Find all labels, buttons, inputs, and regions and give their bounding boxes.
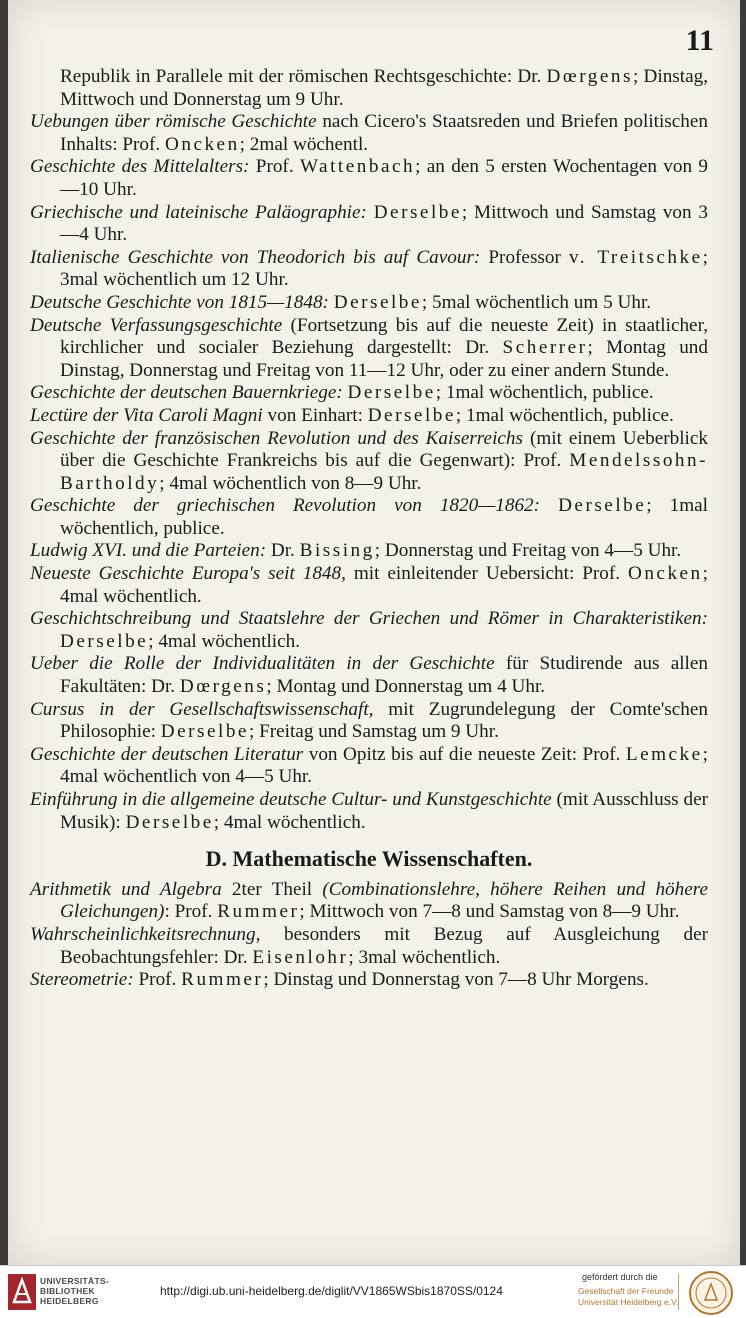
lecture-schedule: ; 4mal wöchentlich. [60,563,708,607]
lecture-entry [30,879,708,924]
lecture-list-mathematics [30,879,708,992]
lecture-details: Dr. [266,540,300,562]
lecturer-name: Oncken [627,563,703,585]
lecture-schedule: ; 4mal wöchentlich. [213,811,366,833]
lecture-details: von Einhart: [262,404,368,426]
lecture-entry [30,156,708,201]
lecturer-name: Derselbe [60,630,149,652]
lecture-details: für Studirende aus allen Fakultäten: Dr. [60,653,709,698]
lecture-title: Ludwig XVI. und die Parteien: [30,540,267,562]
lecture-title: Geschichte der französischen Revolution und des Kaiserreichs [30,427,523,449]
lecture-schedule: ; 3mal wöchentlich. [348,946,501,968]
lecturer-name: Rummer [181,969,264,991]
lecture-entry [30,969,708,992]
lecture-schedule: ; 4mal wöchentlich. [148,630,301,652]
lecture-entry [30,495,708,540]
lecture-details: 2ter Theil [221,878,323,900]
lecture-schedule: ; Dinstag und Donnerstag von 7—8 Uhr Morgens. [263,969,649,991]
library-line-2: BIBLIOTHEK [40,1286,95,1296]
sponsor-line-1: Gesellschaft der Freunde [578,1286,674,1296]
lecture-title: Geschichtschreibung und Staatslehre der Griechen und Römer in Charakteristiken: [30,608,708,630]
lecture-entry [30,111,708,156]
lecture-title: Ueber die Rolle der Individualitäten in der Geschichte [30,653,495,675]
sponsor-line-2: Universität Heidelberg e.V. [578,1297,679,1307]
lecture-entry [30,789,708,834]
lecturer-name: Oncken [165,133,240,155]
lecture-entry [30,924,708,969]
page-content [30,66,708,992]
lecture-schedule: ; an den 5 ersten Wochentagen von 9—10 Uhr. [60,156,709,200]
lecture-schedule: ; Donnerstag und Freitag von 4—5 Uhr. [374,540,682,562]
lecture-details: besonders mit Bezug auf Ausgleichung der Beobachtungsfehler: Dr. [60,923,708,968]
sponsor-label: gefördert durch die [582,1272,658,1282]
lecture-schedule: ; 1mal wöchentlich, publice. [435,382,654,404]
lecture-title: Lectüre der Vita Caroli Magni [30,404,263,426]
section-heading: D. Mathematische Wissenschaften. [205,846,533,872]
lecture-subtitle: (Combinationslehre, höhere Reihen und höhere Gleichungen) [60,878,709,923]
lecture-title: Arithmetik und Algebra [30,878,222,900]
lecturer-name: Derselbe [333,291,422,313]
lecture-details: Prof. [249,156,300,178]
lecture-details: mit einleitender Uebersicht: Prof. [345,563,628,585]
lecture-schedule: ; 1mal wöchentlich, publice. [60,495,708,539]
lecture-entry [30,405,708,428]
lecture-entry [30,292,708,315]
lecture-entry [30,608,708,653]
permalink-url[interactable]: http://digi.ub.uni-heidelberg.de/diglit/VV1865WSbis1870SS/0124 [160,1284,503,1298]
lecturer-name: Rummer [217,901,300,923]
lecture-details: von Opitz bis auf die neueste Zeit: Prof. [303,743,626,765]
lecture-title: Geschichte des Mittelalters: [30,156,250,178]
lecture-entry [30,744,708,789]
page-number: 11 [685,24,714,57]
lecture-title: Stereometrie: [30,969,134,991]
lecturer-name: Eisenlohr [252,946,349,968]
lecture-schedule: ; 2mal wöchentl. [239,133,369,155]
lecture-title: Geschichte der deutschen Bauernkriege: [30,382,343,404]
lecture-schedule: ; 3mal wöchentlich um 12 Uhr. [60,246,708,291]
lecture-details-2: : Prof. [164,901,218,923]
lecture-entry [30,699,708,744]
scanned-page [8,0,740,1265]
lecturer-name: Derselbe [125,811,214,833]
lecture-list [30,66,708,834]
sponsor-name[interactable] [578,1286,678,1308]
lecture-details [540,495,558,516]
lecture-details: (Fortsetzung bis auf die neueste Zeit) in staatlicher, kirchlicher und socialer Beziehung dargestellt: Dr. [60,314,708,359]
library-name[interactable] [40,1276,109,1306]
lecture-details: (mit Ausschluss der Musik): [60,789,708,833]
library-line-3: HEIDELBERG [40,1296,99,1306]
lecturer-name: Scherrer [502,337,588,359]
lecture-details: nach Cicero's Staatsreden und Briefen politischen Inhalts: Prof. [60,111,708,155]
lecture-entry [30,247,708,292]
lecturer-name: Derselbe [160,721,249,743]
lecture-title: Einführung in die allgemeine deutsche Cultur- und Kunstgeschichte [30,789,552,810]
lecture-title: Deutsche Verfassungsgeschichte [30,314,283,336]
university-seal-icon[interactable] [688,1270,734,1316]
lecturer-name: Bissing [299,540,375,562]
lecturer-name: Derselbe [558,495,647,517]
lecture-title: Geschichte der griechischen Revolution von 1820—1862: [30,495,541,517]
lecturer-name: Wattenbach [299,156,416,178]
lecture-entry [30,540,708,563]
lecturer-name: Derselbe [347,382,436,404]
lecture-title: Italienische Geschichte von Theodorich bis auf Cavour: [30,246,481,268]
lecture-title: Neueste Geschichte Europa's seit 1848, [30,563,346,585]
lecturer-name: Lemcke [625,743,703,765]
lecture-schedule: ; Dinstag, Mittwoch und Donnerstag um 9 Uhr. [60,66,708,110]
lecturer-name: Derselbe [373,201,462,223]
lecture-schedule: ; 5mal wöchentlich um 5 Uhr. [421,291,652,313]
lecture-entry [30,428,708,496]
lecturer-name: Dœrgens [179,676,267,698]
library-line-1: UNIVERSITÄTS- [40,1276,110,1286]
lecture-entry [30,653,708,698]
lecture-details: Republik in Parallele mit der römischen Rechtsgeschichte: Dr. [60,66,547,87]
lecture-entry [30,563,708,608]
lecture-entry [30,315,708,383]
lecture-details: mit Zugrundelegung der Comte'schen Philosophie: [60,698,708,743]
lecture-title: Wahrscheinlichkeitsrechnung, [30,923,261,945]
lecturer-name: Mendelssohn-Bartholdy [60,450,708,494]
lecturer-name: Dœrgens [546,66,633,87]
lecture-details: (mit einem Ueberblick über die Geschichte Frankreichs bis auf die Gegenwart): Prof. [60,427,708,472]
university-library-logo-icon[interactable] [8,1274,36,1310]
lecture-entry [30,66,708,111]
lecturer-name: Derselbe [367,404,456,426]
lecture-details [367,202,374,223]
lecture-schedule: ; Montag und Donnerstag um 4 Uhr. [266,676,546,698]
lecture-title: Deutsche Geschichte von 1815—1848: [30,291,329,313]
lecture-title: Griechische und lateinische Paläographie: [30,201,367,223]
lecture-schedule: ; 4mal wöchentlich von 4—5 Uhr. [60,743,708,788]
lecture-schedule: ; Mittwoch von 7—8 und Samstag von 8—9 Uhr. [299,901,680,923]
lecture-schedule: ; 4mal wöchentlich von 8—9 Uhr. [159,472,422,494]
lecture-title: Cursus in der Gesellschaftswissenschaft, [30,698,374,720]
lecturer-name: v. Treitschke [568,246,703,268]
lecture-schedule: ; 1mal wöchentlich, publice. [455,404,674,426]
lecture-schedule: ; Mittwoch und Samstag von 3—4 Uhr. [60,201,708,246]
lecture-entry [30,382,708,405]
lecture-title: Uebungen über römische Geschichte [30,111,317,133]
lecture-entry [30,202,708,247]
lecture-schedule: ; Freitag und Samstag um 9 Uhr. [248,721,499,743]
lecture-details: Prof. [133,969,182,991]
lecture-title: Geschichte der deutschen Literatur [30,743,304,765]
lecture-schedule: ; Montag und Dinstag, Donnerstag und Freitag von 11—12 Uhr, oder zu einer andern Stunde. [60,337,708,381]
lecture-details: Professor [480,246,569,268]
viewer-footer [0,1265,746,1318]
footer-divider [678,1274,679,1310]
